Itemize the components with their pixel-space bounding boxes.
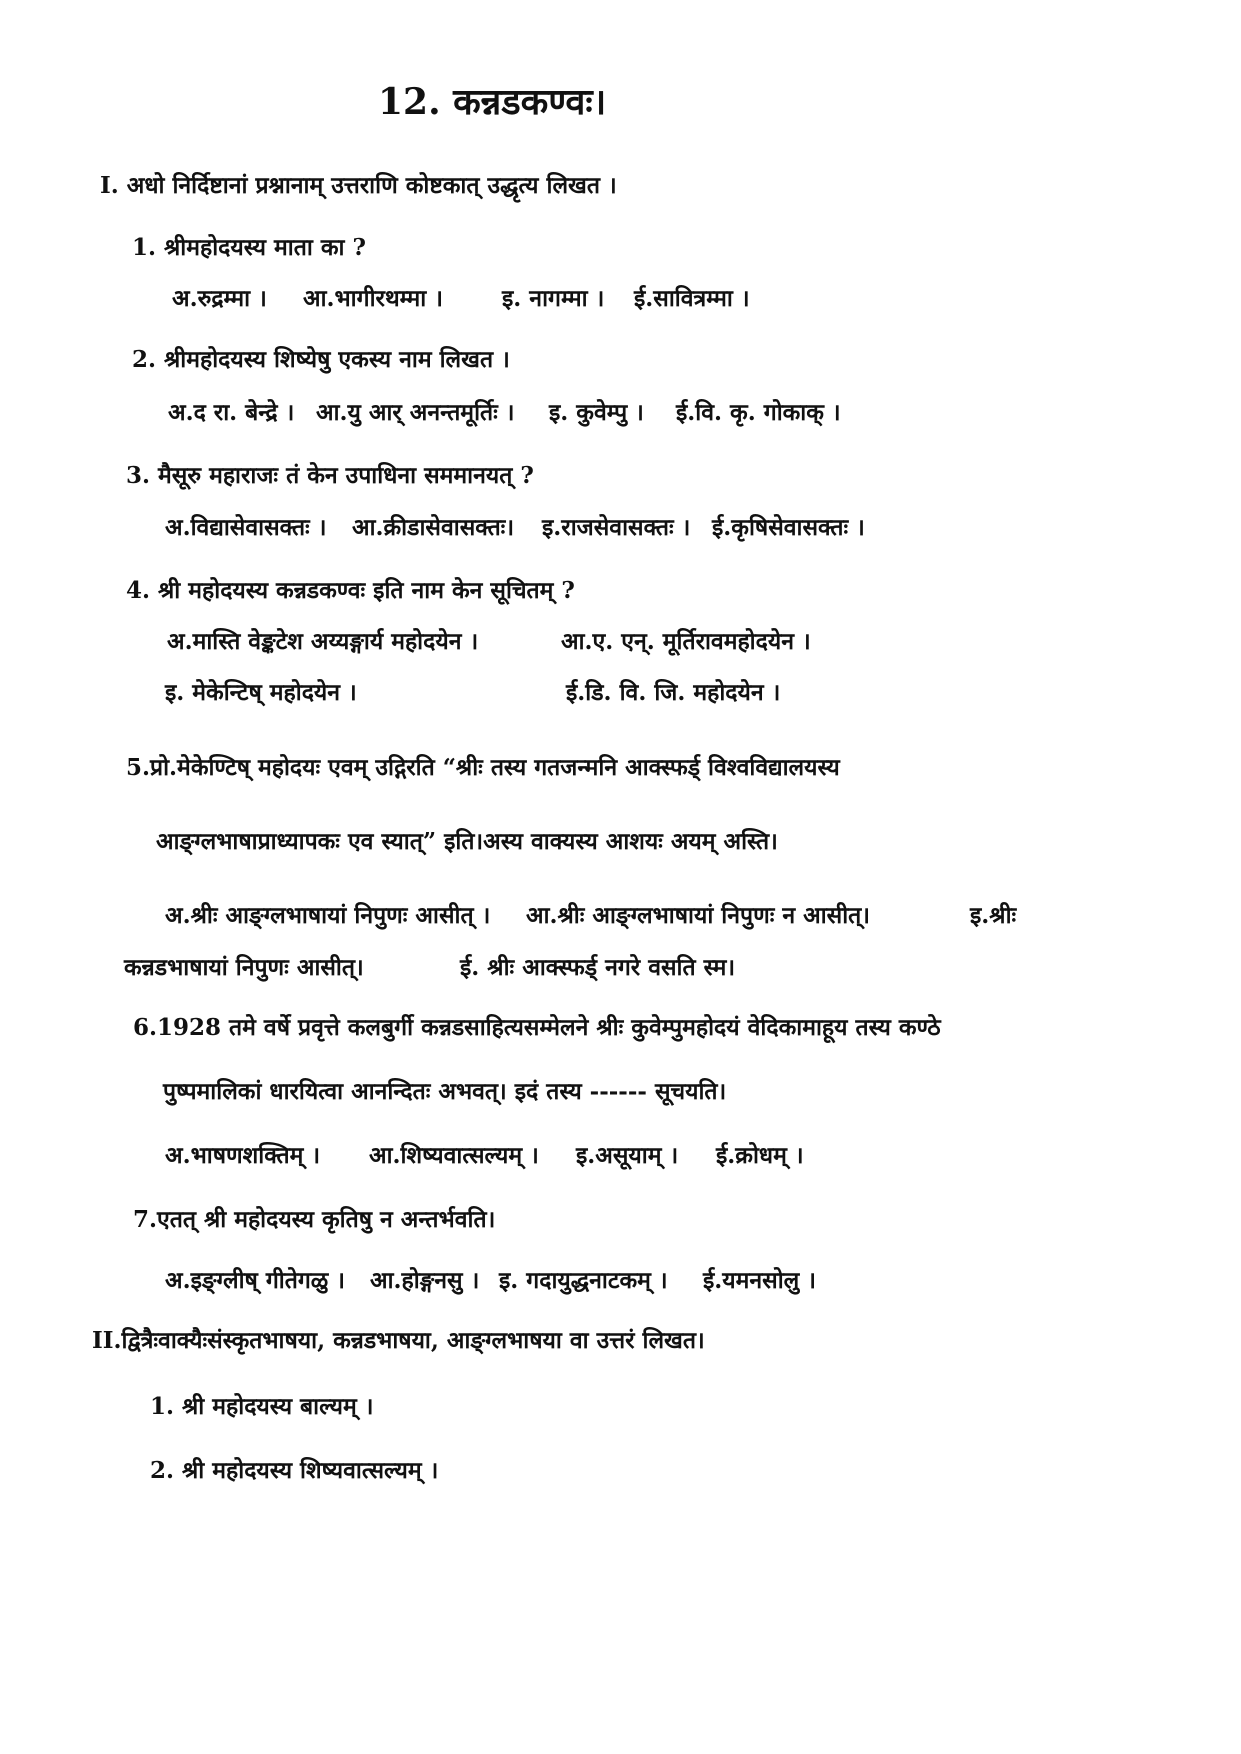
q5-option-aa: आ.श्रीः आङ्ग्लभाषायां निपुणः न आसीत्। xyxy=(526,902,870,929)
question-6-line-1: 6.1928 तमे वर्षे प्रवृत्ते कलबुर्गी कन्नडसाहित्यसम्मेलने श्रीः कुवेम्पुमहोदयं वेदिकामाहूय तस्य कण्ठे xyxy=(133,1014,941,1041)
page-title: 12. कन्नडकण्वः। xyxy=(378,81,607,123)
q1-option-i: इ. नागम्मा । xyxy=(502,285,605,312)
q5-option-i-start: इ.श्रीः xyxy=(970,902,1017,929)
q1-option-ii: ई.सावित्रम्मा । xyxy=(634,285,750,312)
q6-option-ii: ई.क्रोधम् । xyxy=(716,1142,804,1169)
q4-option-i: इ. मेकेन्टिष् महोदयेन । xyxy=(165,679,357,706)
q2-option-i: इ. कुवेम्पु । xyxy=(549,399,644,426)
q3-option-i: इ.राजसेवासक्तः । xyxy=(542,514,691,541)
q3-option-a: अ.विद्यासेवासक्तः । xyxy=(165,514,327,541)
q7-option-aa: आ.होङ्गनसु । xyxy=(370,1267,480,1294)
q4-option-aa: आ.ए. एन्. मूर्तिरावमहोदयेन । xyxy=(561,628,811,655)
question-5-line-2: आङ्ग्लभाषाप्राध्यापकः एव स्यात्” इति।अस्य वाक्यस्य आशयः अयम् अस्ति। xyxy=(156,828,778,855)
q4-option-a: अ.मास्ति वेङ्कटेश अय्यङ्गार्य महोदयेन । xyxy=(167,628,479,655)
section-2-item-2: 2. श्री महोदयस्य शिष्यवात्सल्यम् । xyxy=(150,1457,439,1484)
q2-option-ii: ई.वि. कृ. गोकाक् । xyxy=(676,399,841,426)
question-5-line-1: 5.प्रो.मेकेण्टिष् महोदयः एवम् उद्गिरति “श्रीः तस्य गतजन्मनि आक्स्फर्ड् विश्वविद्यालयस्य xyxy=(126,754,840,781)
question-4: 4. श्री महोदयस्य कन्नडकण्वः इति नाम केन सूचितम् ? xyxy=(126,577,575,604)
q2-option-aa: आ.यु आर् अनन्तमूर्तिः । xyxy=(316,399,515,426)
q7-option-i: इ. गदायुद्धनाटकम् । xyxy=(499,1267,668,1294)
question-2: 2. श्रीमहोदयस्य शिष्येषु एकस्य नाम लिखत । xyxy=(132,346,510,373)
q6-option-aa: आ.शिष्यवात्सल्यम् । xyxy=(369,1142,539,1169)
q6-option-i: इ.असूयाम् । xyxy=(576,1142,679,1169)
q7-option-a: अ.इङ्ग्लीष् गीतेगळु । xyxy=(165,1267,346,1294)
q6-option-a: अ.भाषणशक्तिम् । xyxy=(165,1142,321,1169)
q1-option-aa: आ.भागीरथम्मा । xyxy=(303,285,443,312)
q3-option-ii: ई.कृषिसेवासक्तः । xyxy=(712,514,865,541)
section-2-item-1: 1. श्री महोदयस्य बाल्यम् । xyxy=(150,1393,374,1420)
q5-option-i-continued: कन्नडभाषायां निपुणः आसीत्। xyxy=(124,954,364,981)
q4-option-ii: ई.डि. वि. जि. महोदयेन । xyxy=(566,679,781,706)
q1-option-a: अ.रुद्रम्मा । xyxy=(172,285,267,312)
q2-option-a: अ.द रा. बेन्द्रे । xyxy=(168,399,295,426)
question-6-line-2: पुष्पमालिकां धारयित्वा आनन्दितः अभवत्। इदं तस्य ------ सूचयति। xyxy=(163,1078,727,1105)
section-2-heading: II.द्वित्रैःवाक्यैःसंस्कृतभाषया, कन्नडभाषया, आङ्ग्लभाषया वा उत्तरं लिखत। xyxy=(92,1327,705,1354)
question-1: 1. श्रीमहोदयस्य माता का ? xyxy=(132,234,366,261)
q5-option-ii: ई. श्रीः आक्स्फर्ड् नगरे वसति स्म। xyxy=(460,954,736,981)
question-3: 3. मैसूरु महाराजः तं केन उपाधिना सममानयत् ? xyxy=(126,462,534,489)
question-7: 7.एतत् श्री महोदयस्य कृतिषु न अन्तर्भवति। xyxy=(133,1206,496,1233)
q7-option-ii: ई.यमनसोलु । xyxy=(703,1267,816,1294)
section-1-heading: I. अधो निर्दिष्टानां प्रश्नानाम् उत्तराणि कोष्टकात् उद्धृत्य लिखत । xyxy=(100,172,617,199)
q3-option-aa: आ.क्रीडासेवासक्तः। xyxy=(352,514,515,541)
q5-option-a: अ.श्रीः आङ्ग्लभाषायां निपुणः आसीत् । xyxy=(165,902,491,929)
